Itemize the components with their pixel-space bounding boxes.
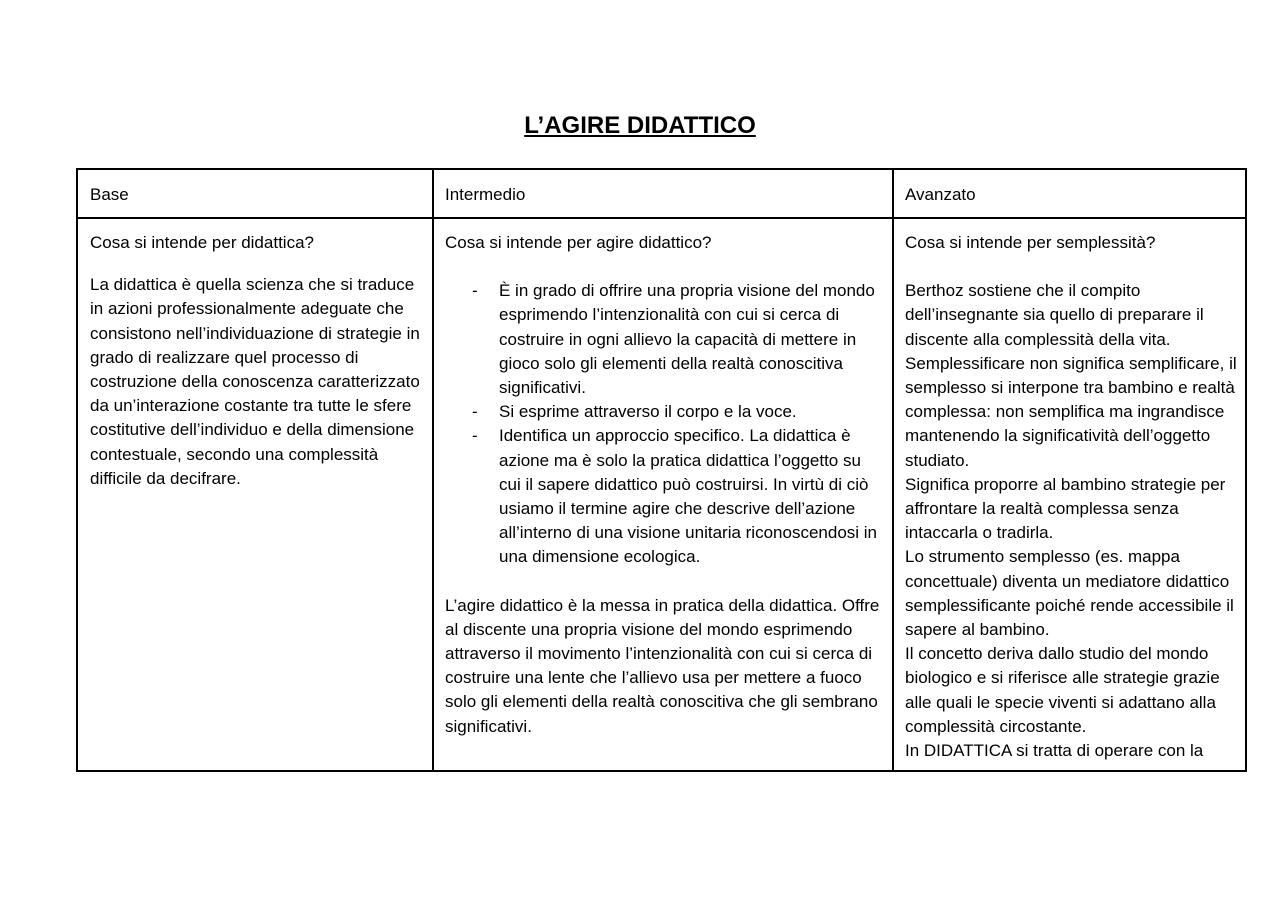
intermedio-bullet-item: [445, 279, 882, 400]
intermedio-bullet-item: [445, 424, 882, 569]
header-row-divider: [78, 217, 1245, 219]
bullet-marker: -: [472, 426, 478, 446]
base-text: La didattica è quella scienza che si traduce in azioni professionalmente adeguate che consistono nell’individuazione di strategie in grado di realizzare quel processo di costruzione della conoscenza caratterizzato da un’interazione costante tra tutte le sfere costitutive dell’individuo e della dimensione contestuale, secondo una complessità difficile da decifrare.: [90, 275, 420, 488]
base-cell: [90, 231, 422, 491]
bullet-text: Identifica un approccio specifico. La didattica è azione ma è solo la pratica didattica l’oggetto su cui il sapere didattico può costruirsi. In virtù di ciò usiamo il termine agire che descrive dell’azione all’interno di una visione unitaria riconoscendosi in una dimensione ecologica.: [499, 426, 878, 567]
bullet-marker: -: [472, 281, 478, 301]
header-intermedio: Intermedio: [445, 185, 526, 204]
intermedio-question: Cosa si intende per agire didattico?: [445, 233, 712, 252]
column-divider-2: [892, 170, 894, 770]
avanzato-paragraph: In DIDATTICA si tratta di operare con la: [905, 741, 1204, 761]
avanzato-paragraph: Lo strumento semplesso (es. mappa concettuale) diventa un mediatore didattico semplessificante poiché rende accessibile il sapere al bambino.: [905, 547, 1234, 640]
intermedio-text: L’agire didattico è la messa in pratica della didattica. Offre al discente una propria visione del mondo esprimendo attraverso il movimento l’intenzionalità con cui si cerca di costruire una lente che l’allievo usa per mettere a fuoco solo gli elementi della realtà conoscitiva che gli sembrano significativi.: [445, 595, 880, 736]
intermedio-bullet-item: [445, 400, 882, 424]
bullet-text: È in grado di offrire una propria visione del mondo esprimendo l’intenzionalità con cui si cerca di costruire in ogni allievo la capacità di mettere in gioco solo gli elementi della realtà conoscitiva significativi.: [499, 281, 875, 398]
avanzato-cell: [905, 231, 1243, 761]
column-divider-1: [432, 170, 434, 770]
header-base: Base: [90, 185, 129, 204]
bullet-marker: -: [472, 402, 478, 422]
intermedio-cell: [445, 231, 882, 739]
avanzato-question: Cosa si intende per semplessità?: [905, 233, 1156, 252]
avanzato-paragraph: Berthoz sostiene che il compito dell’insegnante sia quello di preparare il discente alla complessità della vita.: [905, 281, 1204, 349]
avanzato-paragraph: Il concetto deriva dallo studio del mondo biologico e si riferisce alle strategie grazie alle quali le specie viventi si adattano alla complessità circostante.: [905, 644, 1220, 736]
base-question: Cosa si intende per didattica?: [90, 233, 314, 252]
page-title: L’AGIRE DIDATTICO: [524, 112, 756, 139]
didactics-table: [76, 168, 1247, 772]
intermedio-bullet-list: [445, 279, 882, 569]
header-avanzato: Avanzato: [905, 185, 976, 204]
avanzato-paragraph: Significa proporre al bambino strategie per affrontare la realtà complessa senza intaccarla o tradirla.: [905, 474, 1226, 543]
bullet-text: Si esprime attraverso il corpo e la voce.: [499, 402, 797, 422]
avanzato-paragraph: Semplessificare non significa semplificare, il semplesso si interpone tra bambino e realtà complessa: non semplifica ma ingrandisce mantenendo la significatività dell’oggetto studiato.: [905, 353, 1237, 470]
